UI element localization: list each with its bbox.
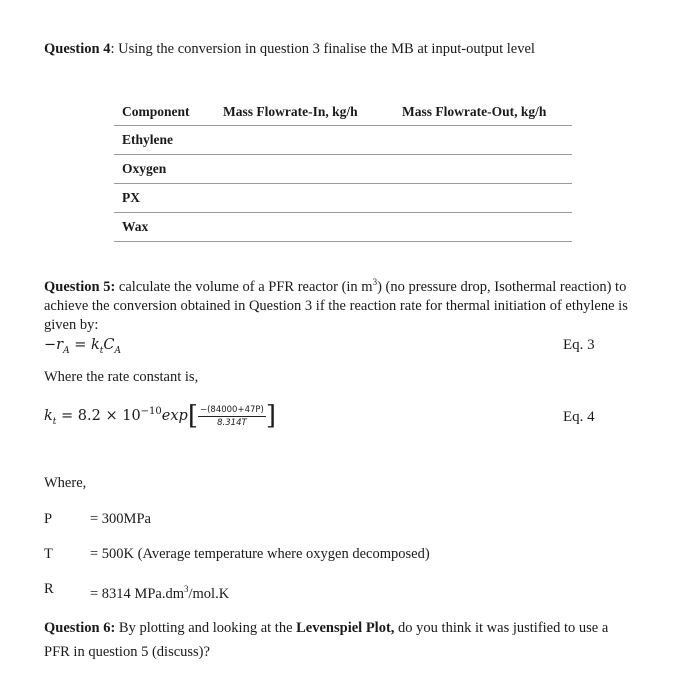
equation-4-number: Eq. 4 xyxy=(563,409,595,425)
eq3-c-sub: A xyxy=(114,345,121,356)
question-4-label: Question 4 xyxy=(44,41,111,57)
row-mass-out xyxy=(394,126,572,155)
eq4-denominator: 8.314T xyxy=(217,417,247,428)
row-mass-in xyxy=(215,126,394,155)
eq4-exp: exp xyxy=(161,408,188,424)
row-mass-in xyxy=(215,213,394,242)
question-5-text-b: ) (no pressure drop, Isothermal reaction) to achieve the conversion obtained in Question 3 if the reaction rate for thermal initiation of ethylene is given by: xyxy=(44,278,628,333)
question-5-paragraph xyxy=(44,273,640,335)
equation-4 xyxy=(44,403,276,429)
table-row xyxy=(114,155,572,184)
question-6-bold: Levenspiel Plot, xyxy=(296,620,395,636)
row-component: PX xyxy=(114,184,215,213)
question-6-paragraph xyxy=(44,616,634,664)
where-label: Where, xyxy=(44,475,87,491)
question-5-text-a: calculate the volume of a PFR reactor (in m xyxy=(115,278,373,295)
eq3-lhs: −r xyxy=(44,337,64,353)
eq3-equals: = xyxy=(69,337,91,353)
question-4-text: : Using the conversion in question 3 finalise the MB at input-output level xyxy=(110,41,535,57)
eq3-c: C xyxy=(103,337,115,353)
eq4-coefficient: = 8.2 × 10 xyxy=(56,408,141,424)
var-value-r-a: = 8314 MPa.dm xyxy=(90,585,184,602)
mass-balance-table xyxy=(114,98,572,242)
eq4-exponent: −10 xyxy=(140,406,162,418)
eq3-k-sub: t xyxy=(99,345,104,356)
row-mass-out xyxy=(394,155,572,184)
var-value-r-sup: 3 xyxy=(183,584,189,594)
header-component: Component xyxy=(114,98,215,126)
equation-3-number: Eq. 3 xyxy=(563,337,595,353)
var-value-r-b: /mol.K xyxy=(188,585,230,602)
eq4-k: k xyxy=(44,408,53,424)
table-header-row xyxy=(114,98,572,126)
eq4-fraction xyxy=(198,405,266,428)
var-symbol-r: R xyxy=(44,581,54,597)
var-value-r xyxy=(90,580,229,604)
question-6-text-c: do you think it was justified to use a PFR in question 5 (discuss)? xyxy=(44,620,609,660)
var-value-p: = 300MPa xyxy=(90,511,151,527)
question-6-label: Question 6: xyxy=(44,620,116,636)
equation-3 xyxy=(44,337,121,356)
row-mass-out xyxy=(394,184,572,213)
header-mass-in: Mass Flowrate-In, kg/h xyxy=(215,98,394,126)
header-mass-out: Mass Flowrate-Out, kg/h xyxy=(394,98,572,126)
rate-constant-text: Where the rate constant is, xyxy=(44,369,199,385)
eq3-lhs-sub: A xyxy=(63,345,70,356)
left-bracket-icon: [ xyxy=(187,401,198,431)
row-mass-out xyxy=(394,213,572,242)
row-component: Oxygen xyxy=(114,155,215,184)
var-value-t: = 500K (Average temperature where oxygen decomposed) xyxy=(90,546,430,562)
question-5-sup: 3 xyxy=(372,277,378,287)
eq4-numerator: −(84000+47P) xyxy=(199,404,264,415)
row-component: Wax xyxy=(114,213,215,242)
row-mass-in xyxy=(215,184,394,213)
question-6-text-a: By plotting and looking at the xyxy=(115,620,297,636)
table-row xyxy=(114,184,572,213)
var-symbol-p: P xyxy=(44,511,53,527)
eq3-k: k xyxy=(90,337,100,353)
question-4-heading xyxy=(44,40,664,59)
row-mass-in xyxy=(215,155,394,184)
var-symbol-t: T xyxy=(44,546,53,562)
question-5-label: Question 5: xyxy=(44,278,116,295)
eq4-k-sub: t xyxy=(52,416,57,427)
right-bracket-icon: ] xyxy=(265,401,276,431)
row-component: Ethylene xyxy=(114,126,215,155)
table-row xyxy=(114,213,572,242)
table-row xyxy=(114,126,572,155)
